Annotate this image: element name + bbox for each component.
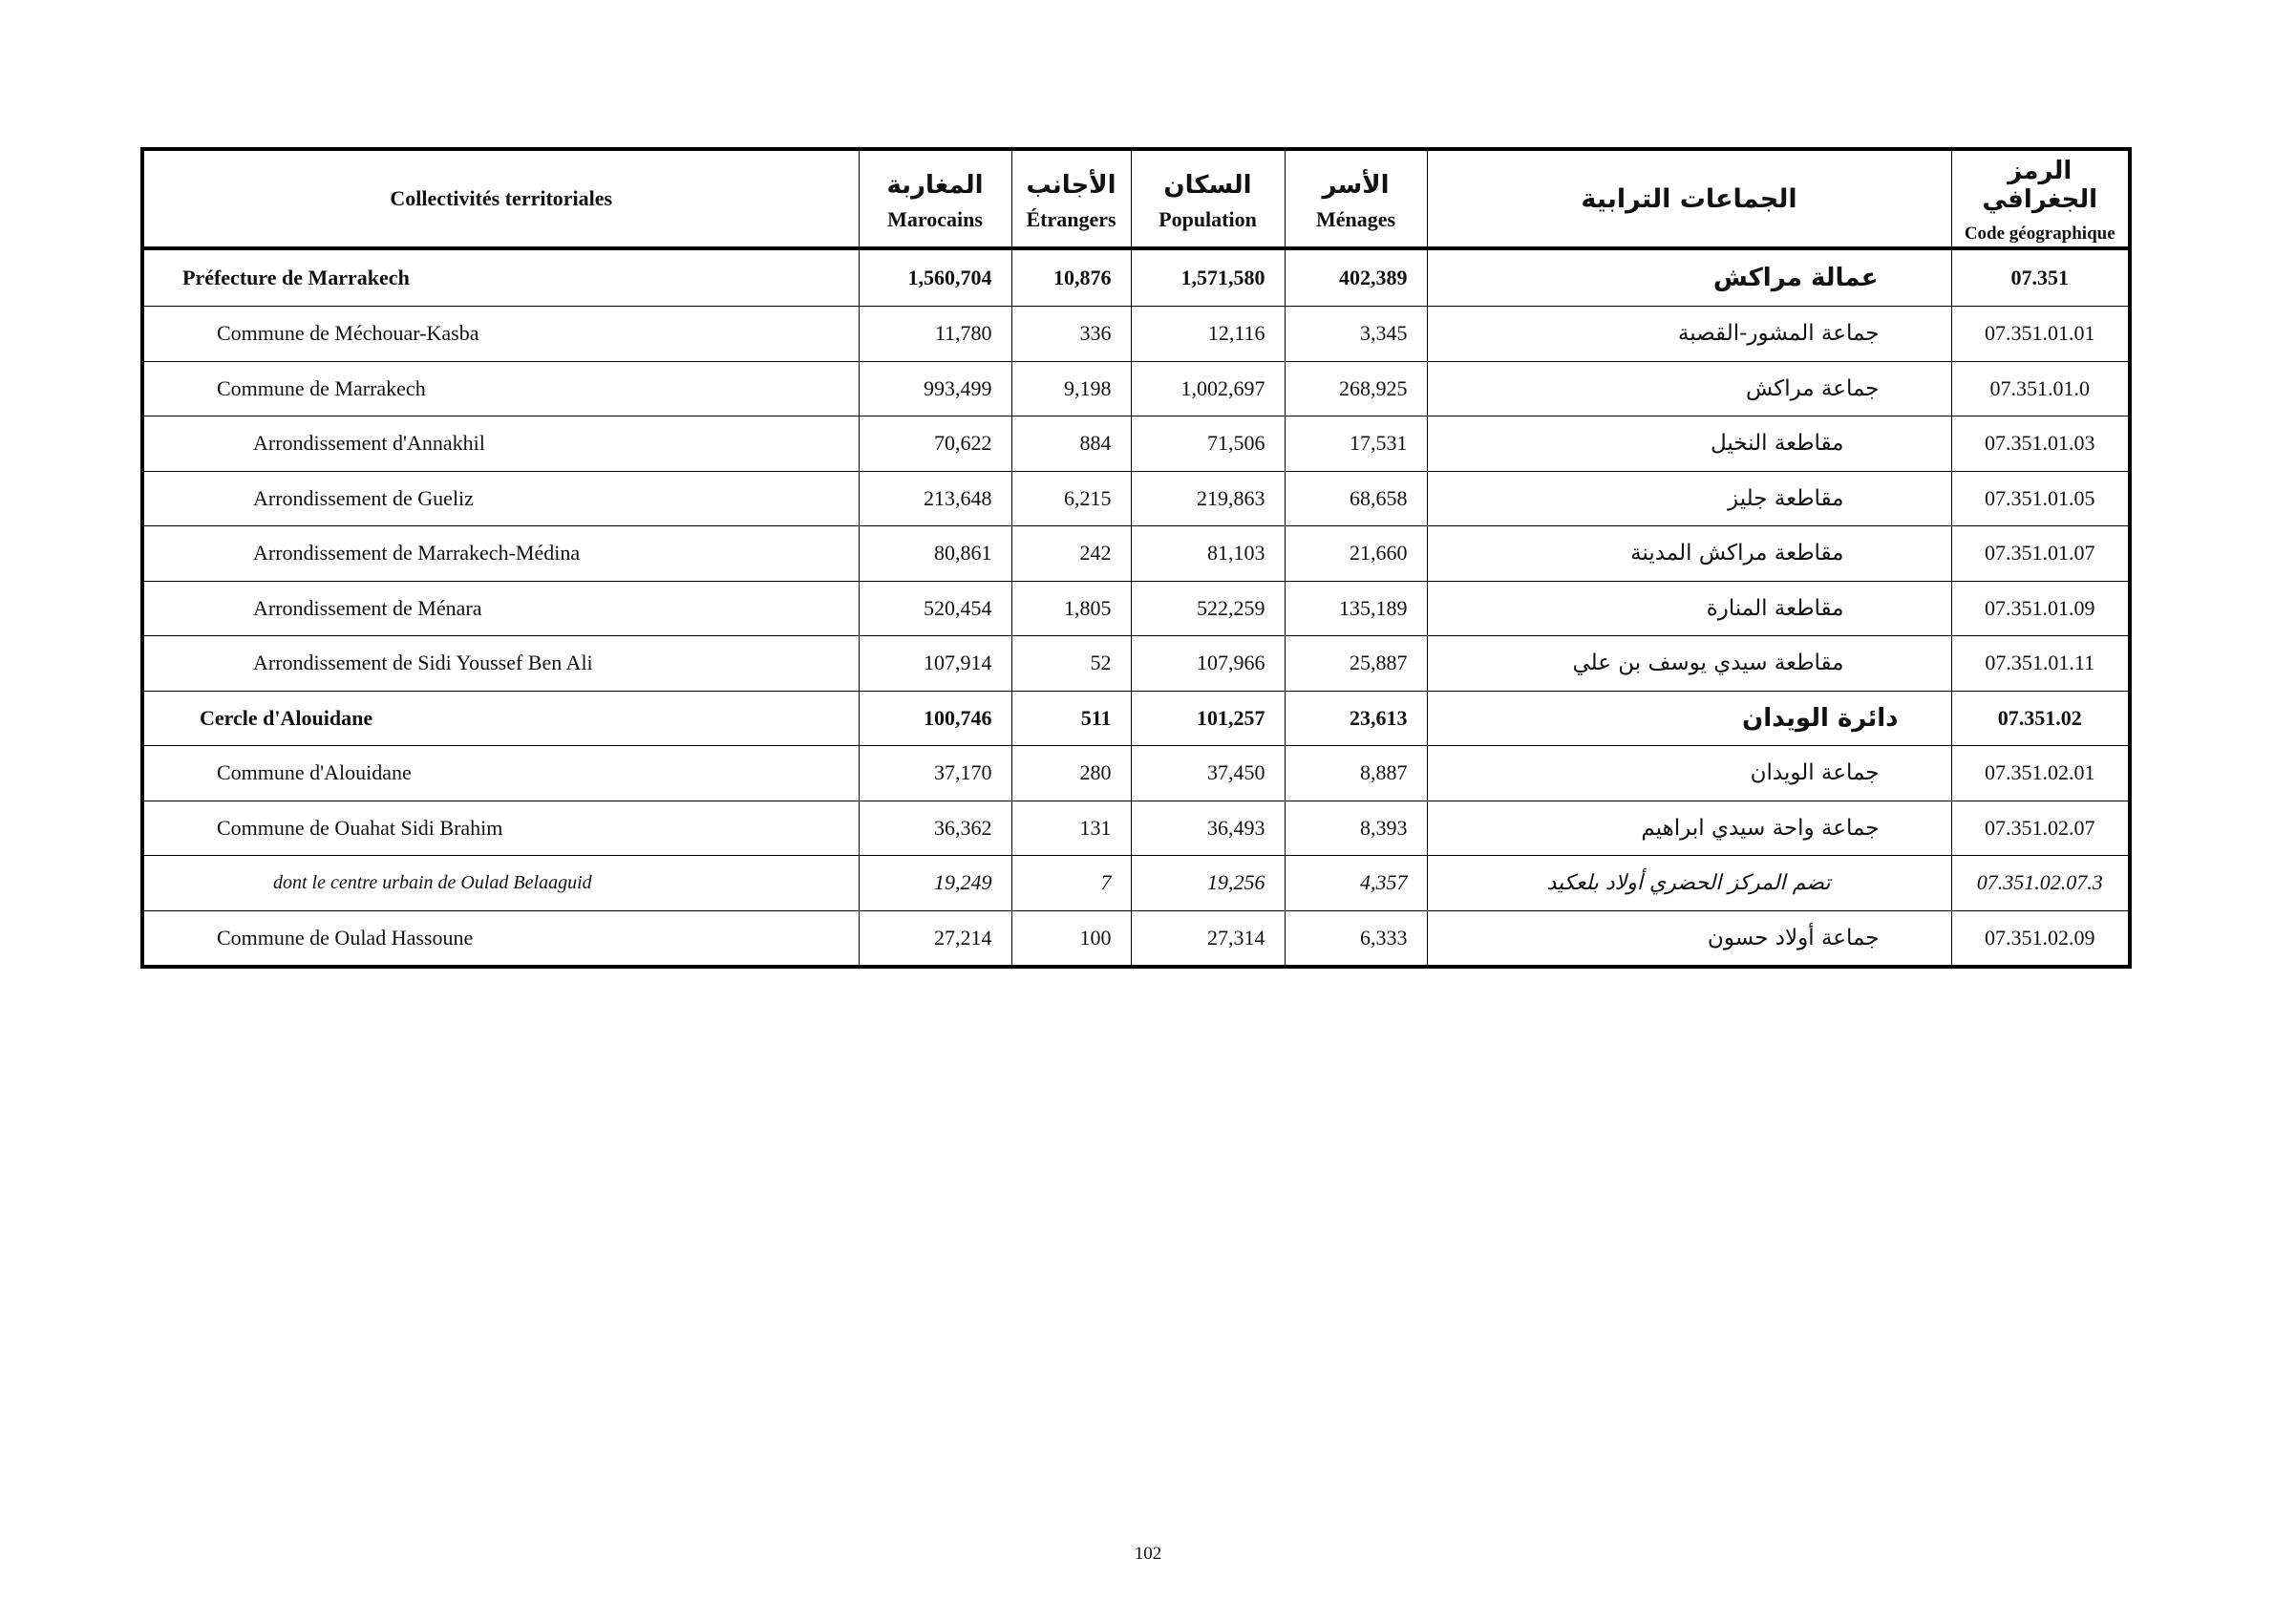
cell-population: 219,863 xyxy=(1131,471,1285,526)
table-row xyxy=(142,746,2130,801)
table-row xyxy=(142,581,2130,636)
cell-code: 07.351.01.0 xyxy=(1951,361,2130,416)
cell-collectivite-ar: جماعة الويدان xyxy=(1427,746,1951,801)
cell-population: 81,103 xyxy=(1131,526,1285,582)
cell-marocains: 80,861 xyxy=(859,526,1011,582)
cell-population: 522,259 xyxy=(1131,581,1285,636)
cell-collectivite-ar: مقاطعة سيدي يوسف بن علي xyxy=(1427,636,1951,692)
cell-collectivite-ar: دائرة الويدان xyxy=(1427,691,1951,746)
cell-code: 07.351.02.09 xyxy=(1951,910,2130,967)
header-collectivites-ar: الجماعات الترابية xyxy=(1427,149,1951,248)
cell-menages: 68,658 xyxy=(1285,471,1427,526)
cell-menages: 3,345 xyxy=(1285,307,1427,362)
cell-collectivite: Arrondissement de Marrakech-Médina xyxy=(142,526,859,582)
table-row xyxy=(142,361,2130,416)
cell-collectivite-ar: مقاطعة النخيل xyxy=(1427,416,1951,472)
cell-code: 07.351.01.05 xyxy=(1951,471,2130,526)
cell-collectivite-ar: مقاطعة المنارة xyxy=(1427,581,1951,636)
header-menages-fr: Ménages xyxy=(1315,207,1396,231)
header-marocains-ar: المغاربة xyxy=(886,171,984,200)
cell-population: 19,256 xyxy=(1131,856,1285,911)
cell-etrangers: 280 xyxy=(1011,746,1131,801)
cell-collectivite-ar: مقاطعة مراكش المدينة xyxy=(1427,526,1951,582)
cell-collectivite: Arrondissement de Sidi Youssef Ben Ali xyxy=(142,636,859,692)
header-etrangers-ar: الأجانب xyxy=(1026,171,1116,200)
census-table-container xyxy=(140,147,2128,969)
cell-code: 07.351.01.09 xyxy=(1951,581,2130,636)
cell-marocains: 520,454 xyxy=(859,581,1011,636)
table-row xyxy=(142,526,2130,582)
cell-menages: 23,613 xyxy=(1285,691,1427,746)
table-row xyxy=(142,307,2130,362)
census-table xyxy=(140,147,2132,969)
cell-population: 107,966 xyxy=(1131,636,1285,692)
cell-code: 07.351.01.07 xyxy=(1951,526,2130,582)
cell-code: 07.351.02.07.3 xyxy=(1951,856,2130,911)
header-row xyxy=(142,149,2130,248)
cell-menages: 402,389 xyxy=(1285,248,1427,307)
cell-etrangers: 10,876 xyxy=(1011,248,1131,307)
cell-collectivite: Commune de Méchouar-Kasba xyxy=(142,307,859,362)
header-code-fr: Code géographique xyxy=(1964,224,2115,244)
cell-marocains: 100,746 xyxy=(859,691,1011,746)
cell-etrangers: 52 xyxy=(1011,636,1131,692)
cell-collectivite: Arrondissement de Gueliz xyxy=(142,471,859,526)
cell-etrangers: 511 xyxy=(1011,691,1131,746)
cell-etrangers: 100 xyxy=(1011,910,1131,967)
cell-menages: 6,333 xyxy=(1285,910,1427,967)
cell-code: 07.351.01.01 xyxy=(1951,307,2130,362)
table-row xyxy=(142,801,2130,856)
header-population-fr: Population xyxy=(1159,207,1257,231)
table-row xyxy=(142,691,2130,746)
cell-etrangers: 242 xyxy=(1011,526,1131,582)
cell-marocains: 1,560,704 xyxy=(859,248,1011,307)
cell-marocains: 27,214 xyxy=(859,910,1011,967)
cell-collectivite: Commune d'Alouidane xyxy=(142,746,859,801)
cell-menages: 21,660 xyxy=(1285,526,1427,582)
header-menages-ar: الأسر xyxy=(1322,171,1390,200)
cell-menages: 8,393 xyxy=(1285,801,1427,856)
header-menages xyxy=(1285,149,1427,248)
cell-marocains: 11,780 xyxy=(859,307,1011,362)
table-row xyxy=(142,636,2130,692)
cell-menages: 8,887 xyxy=(1285,746,1427,801)
cell-code: 07.351.02 xyxy=(1951,691,2130,746)
cell-population: 101,257 xyxy=(1131,691,1285,746)
cell-collectivite-ar: جماعة أولاد حسون xyxy=(1427,910,1951,967)
table-row xyxy=(142,471,2130,526)
cell-menages: 4,357 xyxy=(1285,856,1427,911)
cell-population: 12,116 xyxy=(1131,307,1285,362)
table-row xyxy=(142,910,2130,967)
cell-population: 27,314 xyxy=(1131,910,1285,967)
header-collectivites: Collectivités territoriales xyxy=(142,149,859,248)
cell-marocains: 70,622 xyxy=(859,416,1011,472)
header-population xyxy=(1131,149,1285,248)
header-population-ar: السكان xyxy=(1163,171,1252,200)
cell-menages: 135,189 xyxy=(1285,581,1427,636)
header-etrangers-fr: Étrangers xyxy=(1026,207,1116,231)
cell-etrangers: 131 xyxy=(1011,801,1131,856)
cell-menages: 25,887 xyxy=(1285,636,1427,692)
cell-etrangers: 9,198 xyxy=(1011,361,1131,416)
cell-collectivite-ar: عمالة مراكش xyxy=(1427,248,1951,307)
cell-collectivite: Préfecture de Marrakech xyxy=(142,248,859,307)
cell-population: 37,450 xyxy=(1131,746,1285,801)
cell-marocains: 19,249 xyxy=(859,856,1011,911)
header-etrangers xyxy=(1011,149,1131,248)
cell-population: 71,506 xyxy=(1131,416,1285,472)
cell-collectivite: Commune de Marrakech xyxy=(142,361,859,416)
table-body xyxy=(142,248,2130,967)
cell-collectivite-ar: جماعة المشور-القصبة xyxy=(1427,307,1951,362)
cell-code: 07.351.01.11 xyxy=(1951,636,2130,692)
cell-collectivite: Commune de Oulad Hassoune xyxy=(142,910,859,967)
cell-collectivite-ar: جماعة واحة سيدي ابراهيم xyxy=(1427,801,1951,856)
cell-marocains: 213,648 xyxy=(859,471,1011,526)
cell-collectivite: Arrondissement d'Annakhil xyxy=(142,416,859,472)
cell-marocains: 993,499 xyxy=(859,361,1011,416)
cell-collectivite: dont le centre urbain de Oulad Belaaguid xyxy=(142,856,859,911)
cell-menages: 17,531 xyxy=(1285,416,1427,472)
cell-etrangers: 1,805 xyxy=(1011,581,1131,636)
cell-code: 07.351.02.01 xyxy=(1951,746,2130,801)
table-row xyxy=(142,856,2130,911)
cell-etrangers: 6,215 xyxy=(1011,471,1131,526)
cell-collectivite-ar: جماعة مراكش xyxy=(1427,361,1951,416)
cell-collectivite: Arrondissement de Ménara xyxy=(142,581,859,636)
header-marocains-fr: Marocains xyxy=(887,207,983,231)
cell-code: 07.351.01.03 xyxy=(1951,416,2130,472)
cell-collectivite-ar: تضم المركز الحضري أولاد بلعكيد xyxy=(1427,856,1951,911)
header-code-ar: الرمز الجغرافي xyxy=(1982,157,2097,214)
table-row xyxy=(142,416,2130,472)
table-row xyxy=(142,248,2130,307)
cell-etrangers: 336 xyxy=(1011,307,1131,362)
header-marocains xyxy=(859,149,1011,248)
page-number: 102 xyxy=(1134,1544,1162,1564)
cell-etrangers: 7 xyxy=(1011,856,1131,911)
cell-etrangers: 884 xyxy=(1011,416,1131,472)
cell-population: 1,002,697 xyxy=(1131,361,1285,416)
cell-collectivite: Commune de Ouahat Sidi Brahim xyxy=(142,801,859,856)
cell-marocains: 36,362 xyxy=(859,801,1011,856)
header-code xyxy=(1951,149,2130,248)
cell-population: 1,571,580 xyxy=(1131,248,1285,307)
cell-menages: 268,925 xyxy=(1285,361,1427,416)
table-header xyxy=(142,149,2130,248)
cell-population: 36,493 xyxy=(1131,801,1285,856)
cell-marocains: 107,914 xyxy=(859,636,1011,692)
cell-code: 07.351 xyxy=(1951,248,2130,307)
cell-collectivite: Cercle d'Alouidane xyxy=(142,691,859,746)
cell-collectivite-ar: مقاطعة جليز xyxy=(1427,471,1951,526)
cell-marocains: 37,170 xyxy=(859,746,1011,801)
cell-code: 07.351.02.07 xyxy=(1951,801,2130,856)
